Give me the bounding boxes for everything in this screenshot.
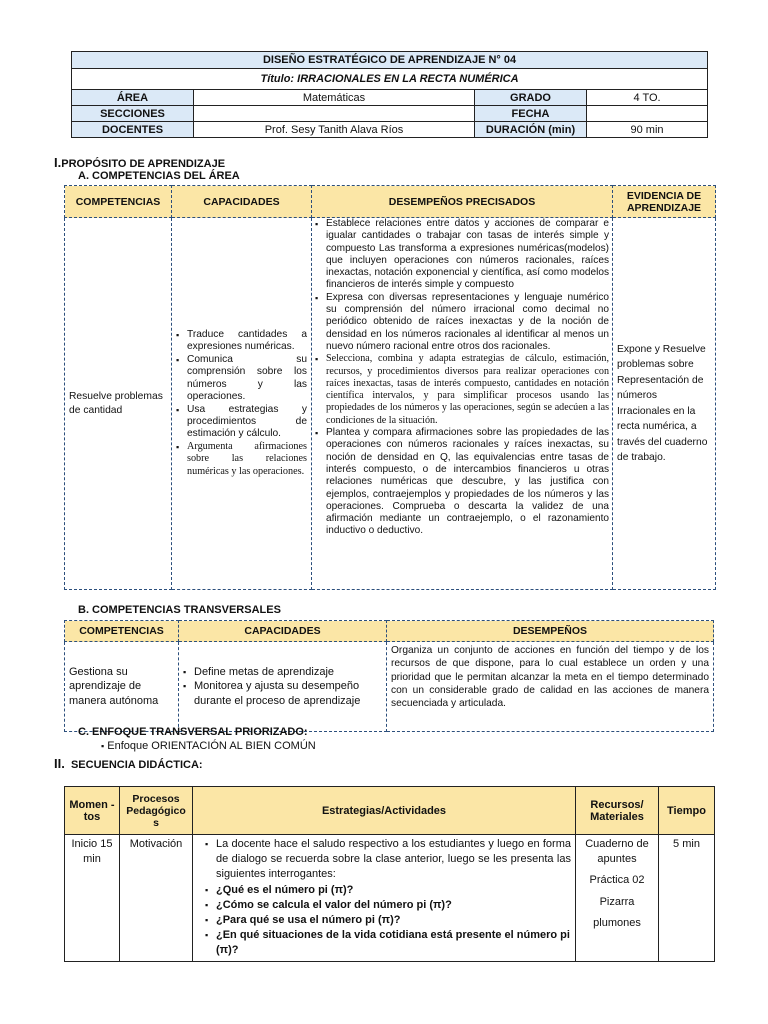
- list-item: ▪ Define metas de aprendizaje: [183, 665, 382, 680]
- subsection-a-heading: A. COMPETENCIAS DEL ÁREA: [78, 170, 240, 182]
- list-item: ▪ Selecciona, combina y adapta estrategias de cálculo, estimación, recursos, y procedimientos diversos para realizar operaciones con raíces inexactas, tasas de interés compuesto, cantidades en notación científica intervalos, y para simplificar procesos usando las propiedades de los números y las operaciones, según se adecúen a las condiciones de la situación.: [315, 353, 609, 427]
- trans-col-capacidades: CAPACIDADES: [179, 621, 387, 642]
- col-estrategias: Estrategias/Actividades: [193, 787, 576, 835]
- col-competencias: COMPETENCIAS: [65, 186, 172, 218]
- subsection-c-heading: C. ENFOQUE TRANSVERSAL PRIORIZADO:: [78, 726, 308, 738]
- secuencia-didactica-table: [64, 786, 715, 962]
- trans-desempeno-cell: Organiza un conjunto de acciones en función del tiempo y de los recursos de que dispone, para lo cual establece un orden y una prioridad que le permitan alcanzar la meta en el tiempo determinado con un considerable grado de calidad en las acciones de manera secuenciada y articulada.: [387, 642, 714, 732]
- docentes-label: DOCENTES: [72, 122, 194, 138]
- bullet-icon: ▪: [101, 741, 105, 751]
- col-recursos: Recursos/ Materiales: [576, 787, 659, 835]
- list-item: ▪ ¿Para qué se usa el número pi (π)?: [205, 913, 571, 928]
- list-item: ▪ ¿Cómo se calcula el valor del número pi (π)?: [205, 898, 571, 913]
- list-item: ▪ Usa estrategias y procedimientos de estimación y cálculo.: [176, 404, 307, 441]
- capacidades-cell: [172, 218, 312, 590]
- list-item: ▪ Expresa con diversas representaciones y lenguaje numérico su comprensión del número irracional como decimal no periódico obtenido de raíces inexactas y de la noción de densidad en los números racionales al identificar al menos un nuevo número racional entre otros dos racionales.: [315, 292, 609, 353]
- document-main-title: DISEÑO ESTRATÉGICO DE APRENDIZAJE N° 04: [72, 52, 708, 69]
- document-title: Título: IRRACIONALES EN LA RECTA NUMÉRICA: [72, 69, 708, 90]
- list-item: ▪ Comunica su comprensión sobre los números y las operaciones.: [176, 354, 307, 404]
- subsection-b-heading: B. COMPETENCIAS TRANSVERSALES: [78, 604, 281, 616]
- trans-competencia-cell: Gestiona su aprendizaje de manera autónoma: [65, 642, 179, 732]
- enfoque-item: ▪ Enfoque ORIENTACIÓN AL BIEN COMÚN: [101, 740, 316, 752]
- recursos-cell: [576, 835, 659, 962]
- tiempo-cell: 5 min: [659, 835, 715, 962]
- trans-col-competencias: COMPETENCIAS: [65, 621, 179, 642]
- competencia-cell: Resuelve problemas de cantidad: [65, 218, 172, 590]
- list-item: ▪ Plantea y compara afirmaciones sobre las propiedades de las operaciones con números racionales y raíces inexactas, su noción de densidad en Q, las equivalencias entre tasas de interés compuesto, o de intercambios financieros u otras relaciones numéricas que descubre, y las justifica con ejemplos, contraejemplos y propiedades de los números y las operaciones. Comprueba o descarta la validez de una afirmación mediante un contraejemplo, o el razonamiento inductivo o deductivo.: [315, 427, 609, 538]
- estrategias-list: [197, 837, 571, 959]
- recurso-item: Pizarra: [599, 895, 635, 908]
- header-table: [71, 51, 708, 138]
- list-item: ▪ ¿Qué es el número pi (π)?: [205, 883, 571, 898]
- col-momentos: Momen -tos: [65, 787, 120, 835]
- secciones-label: SECCIONES: [72, 106, 194, 122]
- fecha-value: [587, 106, 708, 122]
- recurso-item: plumones: [593, 916, 641, 929]
- col-procesos: Procesos Pedagógico s: [120, 787, 193, 835]
- list-item: ▪ La docente hace el saludo respectivo a los estudiantes y luego en forma de dialogo se recuerda sobre la clase anterior, luego se les presenta las siguientes interrogantes:: [205, 837, 571, 883]
- list-item: ▪ Establece relaciones entre datos y acciones de comparar e igualar cantidades o trabajar con tasas de interés simple y compuesto Las transforma a expresiones numéricas(modelos) que incluyen operaciones con números racionales, raíces inexactas, notación exponencial y científica, así como modelos financieros de interés simple y compuesto: [315, 218, 609, 292]
- duracion-label: DURACIÓN (min): [475, 122, 587, 138]
- proceso-cell: Motivación: [120, 835, 193, 962]
- list-item: ▪ Traduce cantidades a expresiones numéricas.: [176, 329, 307, 354]
- section-2-heading: II. SECUENCIA DIDÁCTICA:: [54, 756, 203, 771]
- recurso-item: Práctica 02: [589, 874, 645, 887]
- area-label: ÁREA: [72, 90, 194, 106]
- estrategias-cell: [193, 835, 576, 962]
- trans-capacidades-list: [183, 665, 382, 709]
- docentes-value: Prof. Sesy Tanith Alava Ríos: [194, 122, 475, 138]
- trans-capacidades-cell: [179, 642, 387, 732]
- evidencia-cell: Expone y Resuelve problemas sobre Representación de números Irracionales en la recta numérica, a través del cuaderno de trabajo.: [613, 218, 716, 590]
- recurso-item: Cuaderno de apuntes: [585, 838, 649, 866]
- secciones-value: [194, 106, 475, 122]
- trans-col-desempenos: DESEMPEÑOS: [387, 621, 714, 642]
- area-value: Matemáticas: [194, 90, 475, 106]
- duracion-value: 90 min: [587, 122, 708, 138]
- list-item: ▪ Argumenta afirmaciones sobre las relaciones numéricas y las operaciones.: [176, 441, 307, 478]
- list-item: ▪ ¿En qué situaciones de la vida cotidiana está presente el número pi (π)?: [205, 928, 571, 958]
- competencias-area-table: [64, 185, 716, 590]
- momento-cell: Inicio 15 min: [65, 835, 120, 962]
- fecha-label: FECHA: [475, 106, 587, 122]
- capacidades-list: [176, 329, 307, 478]
- col-desempenos: DESEMPEÑOS PRECISADOS: [312, 186, 613, 218]
- grado-label: GRADO: [475, 90, 587, 106]
- list-item: ▪ Monitorea y ajusta su desempeño durante el proceso de aprendizaje: [183, 679, 382, 708]
- col-capacidades: CAPACIDADES: [172, 186, 312, 218]
- grado-value: 4 TO.: [587, 90, 708, 106]
- competencias-transversales-table: [64, 620, 714, 732]
- col-tiempo: Tiempo: [659, 787, 715, 835]
- col-evidencia: EVIDENCIA DE APRENDIZAJE: [613, 186, 716, 218]
- section-1-heading: I.PROPÓSITO DE APRENDIZAJE: [54, 155, 226, 170]
- desempenos-cell: [312, 218, 613, 590]
- desempenos-list: [315, 218, 609, 538]
